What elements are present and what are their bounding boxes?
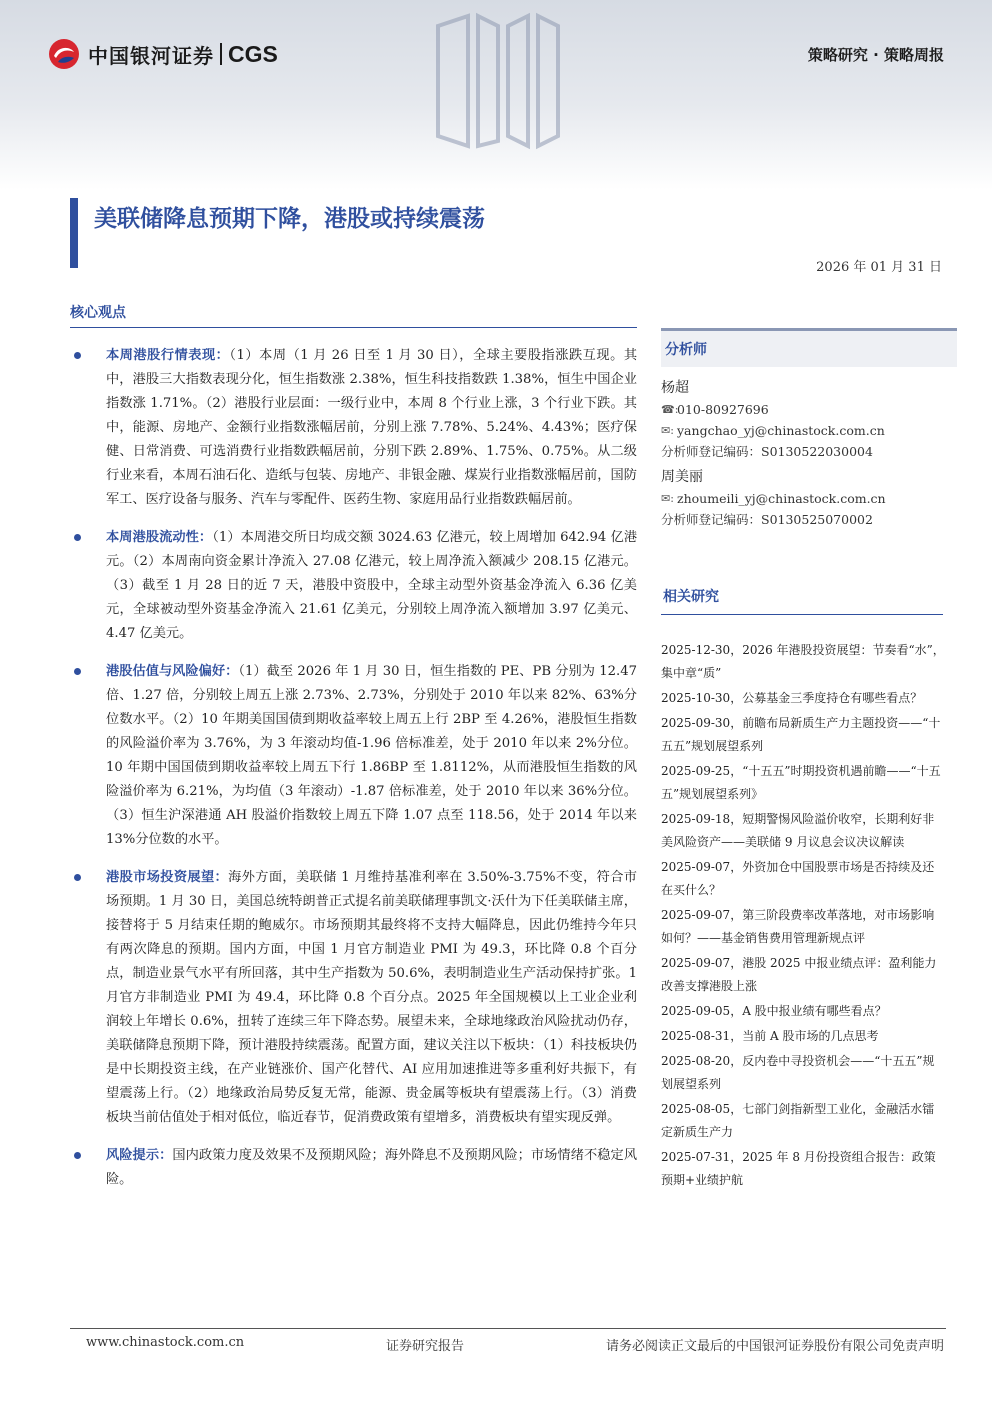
bullet-item [70,866,637,1130]
core-view-heading: 核心观点 [70,305,126,321]
related-research-list [661,639,945,1192]
brand-name-en: CGS [228,40,278,67]
analyst-registration: 分析师登记编码：S0130522030004 [661,444,873,459]
analyst-heading: 分析师 [661,328,957,367]
company-logo [48,38,278,70]
related-research-item[interactable]: 2025-09-18，短期警惕风险溢价收窄，长期利好非美风险资产——美联储 9 月议息会议决议解读 [661,812,935,849]
analyst-phone [661,399,957,420]
bullet-heading: 本周港股行情表现： [106,348,230,363]
footer-disclaimer: 请务必阅读正文最后的中国银河证券股份有限公司免责声明 [605,1339,944,1354]
report-title: 美联储降息预期下降，港股或持续震荡 [94,206,485,232]
bullet-heading: 港股市场投资展望： [106,870,229,885]
bullet-heading: 港股估值与风险偏好： [106,664,239,679]
analyst-registration: 分析师登记编码：S0130525070002 [661,512,873,527]
bullet-text: 国内政策力度及效果不及预期风险；海外降息不及预期风险；市场情绪不稳定风险。 [106,1148,638,1187]
analyst-name: 杨超 [661,380,689,396]
cgs-logo-icon [48,38,80,70]
related-research-item[interactable]: 2025-08-05，七部门剑指新型工业化，金融活水镭定新质生产力 [661,1102,935,1139]
bullet-dot-icon [74,1152,81,1159]
title-accent-bar [70,198,78,268]
footer-report-label: 证券研究报告 [386,1339,465,1354]
report-type-label: 策略研究 · 策略周报 [807,46,944,64]
bullet-dot-icon [74,352,81,359]
bullet-item [70,526,637,646]
bullet-item [70,660,637,852]
related-research-item[interactable]: 2025-09-07，外资加仓中国股票市场是否持续及还在买什么？ [661,860,935,897]
bullet-heading: 风险提示： [106,1148,173,1163]
footer-website-link[interactable]: www.chinastock.com.cn [86,1335,245,1350]
email-icon: ✉: [661,424,674,437]
bullet-text: 海外方面，美联储 1 月维持基准利率在 3.50%-3.75%不变，符合市场预期。1 月 30 日，美国总统特朗普正式提名前美联储理事凯文·沃什为下任美联储主席，接替将于 5 月结束任期的鲍威尔。市场预期其最终将不支持大幅降息，因此仍维持今年只有两次降息的预期。国内方面，中国 1 月官方制造业 PMI 为 49.3，环比降 0.8 个百分点，制造业景气水平有所回落，其中生产指数为 50.6%，表明制造业生产活动保持扩张。1 月官方非制造业 PMI 为 49.4，环比降 0.8 个百分点。2025 年全国规模以上工业企业利润较上年增长 0.6%，扭转了连续三年下降态势。展望未来，全球地缘政治风险扰动仍存，美联储降息预期下降，预计港股持续震荡。配置方面，建议关注以下板块：（1）科技板块仍是中长期投资主线，在产业链涨价、国产化替代、AI 应用加速推进等多重利好共振下，有望震荡上行。（2）地缘政治局势反复无常，能源、贵金属等板块有望震荡上行。（3）消费板块当前估值处于相对低位，临近春节，促消费政策有望增多，消费板块有望实现反弹。 [106,870,637,1125]
report-date: 2026 年 01 月 31 日 [816,260,942,275]
sidebar [661,328,957,1194]
analyst-email-value[interactable]: yangchao_yj@chinastock.com.cn [677,423,885,438]
core-view-list [70,344,637,1206]
bullet-heading: 本周港股流动性： [106,530,213,545]
related-research-item[interactable]: 2025-09-25，“十五五”时期投资机遇前瞻——“十五五”规划展望系列》 [661,764,941,801]
bullet-item [70,344,637,512]
bullet-dot-icon [74,668,81,675]
cgs-watermark-graphic [428,6,568,156]
brand-name-cn: 中国银河证券 [88,43,214,68]
related-research-heading: 相关研究 [661,586,943,615]
analyst-name: 周美丽 [661,469,703,485]
related-research-item[interactable]: 2025-09-30，前瞻布局新质生产力主题投资——“十五五”规划展望系列 [661,716,941,753]
bullet-dot-icon [74,874,81,881]
related-research-item[interactable]: 2025-08-20，反内卷中寻投资机会——“十五五”规划展望系列 [661,1054,935,1091]
related-research-item[interactable]: 2025-09-07，港股 2025 中报业绩点评：盈利能力改善支撑港股上涨 [661,956,937,993]
analyst-email[interactable] [661,420,957,441]
logo-separator [220,43,222,65]
bullet-item [70,1144,637,1192]
related-research-item[interactable]: 2025-08-31，当前 A 股市场的几点思考 [661,1029,879,1043]
bullet-text: （1）截至 2026 年 1 月 30 日，恒生指数的 PE、PB 分别为 12.47 倍、1.27 倍，分别较上周五上涨 2.73%、2.73%，分别处于 2010 年以来 82%、63%分位数水平。（2）10 年期美国国债到期收益率较上周五上行 2BP 至 4.26%，港股恒生指数的风险溢价率为 3.76%，为 3 年滚动均值-1.96 倍标准差，处于 2010 年以来 2%分位。10 年期中国国债到期收益率较上周五下行 1.86BP 至 1.8112%，从而港股恒生指数的风险溢价率为 6.21%，为均值（3 年滚动）-1.87 倍标准差，处于 2010 年以来 36%分位。（3）恒生沪深港通 AH 股溢价指数较上周五下降 1.07 点至 118.56，处于 2014 年以来 13%分位数的水平。 [106,664,637,847]
bullet-dot-icon [74,534,81,541]
footer-divider [70,1328,946,1329]
related-research-item[interactable]: 2025-10-30，公募基金三季度持仓有哪些看点？ [661,691,923,705]
email-icon: ✉: [661,492,674,505]
related-research-item[interactable]: 2025-09-05，A 股中报业绩有哪些看点？ [661,1004,887,1018]
related-research-item[interactable]: 2025-12-30，2026 年港股投资展望：节奏看“水”，集中章“质” [661,643,945,680]
related-research-item[interactable]: 2025-09-07，第三阶段费率改革落地，对市场影响如何？——基金销售费用管理新规点评 [661,908,935,945]
section-divider [70,327,637,328]
analyst-email-value[interactable]: zhoumeili_yj@chinastock.com.cn [677,491,886,506]
bullet-text: （1）本周港交所日均成交额 3024.63 亿港元，较上周增加 642.94 亿港元。（2）本周南向资金累计净流入 27.08 亿港元，较上周净流入额减少 208.15 亿港元。（3）截至 1 月 28 日的近 7 天，港股中资股中，全球主动型外资基金净流入 6.36 亿美元，全球被动型外资基金净流入 21.61 亿美元，分别较上周净流入额增加 3.97 亿美元、4.47 亿美元。 [106,530,638,641]
related-research-item[interactable]: 2025-07-31，2025 年 8 月份投资组合报告：政策预期+业绩护航 [661,1150,936,1187]
analyst-email[interactable] [661,488,957,509]
bullet-text: （1）本周（1 月 26 日至 1 月 30 日），全球主要股指涨跌互现。其中，港股三大指数表现分化，恒生指数涨 2.38%，恒生科技指数跌 1.38%，恒生中国企业指数涨 1.71%。（2）港股行业层面：一级行业中，本周 8 个行业上涨，3 个行业下跌。其中，能源、房地产、金额行业指数涨幅居前，分别上涨 7.78%、5.24%、4.43%；医疗保健、日常消费、可选消费行业指数跌幅居前，分别下跌 2.89%、1.75%、0.75%。从二级行业来看，本周石油石化、造纸与包装、房地产、非银金融、煤炭行业指数涨幅居前，国防军工、医疗设备与服务、汽车与零配件、医药生物、家庭用品行业指数跌幅居前。 [106,348,638,507]
phone-icon: ☎: [661,403,679,416]
analyst-phone-value: 010-80927696 [677,402,769,417]
